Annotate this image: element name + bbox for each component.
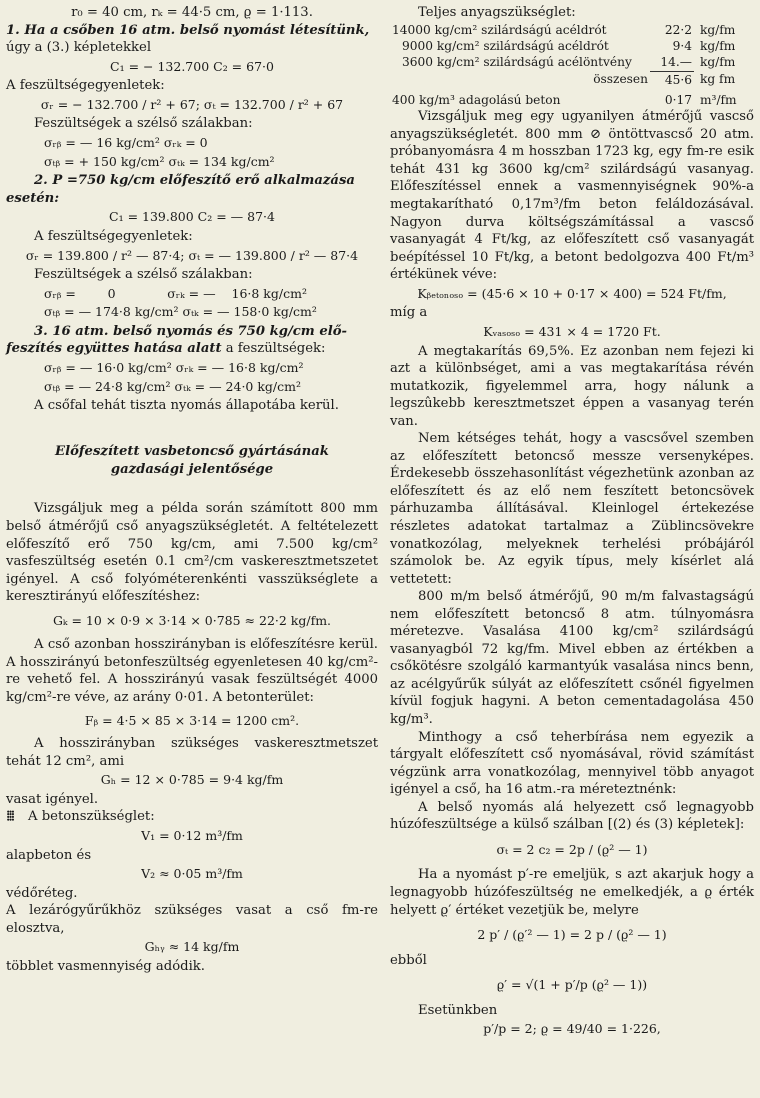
- print-mark: ⁞⁞⁞: [6, 809, 14, 825]
- material-table: [390, 22, 754, 109]
- paragraph: védőréteg.: [6, 885, 78, 901]
- row-label: 400 kg/m³ adagolású beton: [392, 92, 561, 107]
- row-value: 9·4: [672, 38, 692, 53]
- case-3-suffix: a feszültségek:: [221, 341, 326, 357]
- case-2-heading: [6, 172, 378, 190]
- row-unit: kg/fm: [700, 38, 736, 53]
- case-3-heading: [6, 323, 378, 341]
- equation-gh: Gₕ = 12 × 0·785 = 9·4 kg/fm: [100, 772, 284, 788]
- table-row: [390, 88, 754, 108]
- row-unit: kg fm: [700, 72, 736, 87]
- conclusion: A csőfal tehát tiszta nyomás állapotába kerül.: [34, 398, 339, 414]
- radius-line: r₀ = 40 cm, rₖ = 44·5 cm, ϱ = 1·113.: [71, 5, 313, 20]
- row-value: 14.—: [660, 55, 692, 70]
- edge-stress-row: σₜᵦ = — 174·8 kg/cm² σₜₖ = — 158·0 kg/cm²: [44, 304, 317, 320]
- equation-root: ϱ′ = √(1 + p′/p (ϱ² — 1)): [496, 977, 648, 993]
- table-row: [390, 38, 754, 54]
- case-3-title-cont: feszítés együttes hatása alatt: [6, 341, 222, 357]
- row-label: 9000 kg/cm² szilárdságú acéldrót: [402, 38, 609, 53]
- paragraph: alapbeton és: [6, 847, 92, 863]
- paragraph: Vizsgáljuk meg a példa során számított 800 mm belső átmérőjű cső anyagszükségletét. A feltételezett előfeszítő erő 750 kg/cm, ami 7.500 kg/cm² vasfeszültség esetén 0.1 cm²/cm vaskeresztmetszetet igényel. A cső folyóméterenkénti vasszükséglete a keresztirányú előfeszítéshez:: [6, 501, 378, 605]
- paragraph: többlet vasmennyiség adódik.: [6, 959, 205, 975]
- equation-rho-prime: 2 p′ / (ϱ′² — 1) = 2 p / (ϱ² — 1): [477, 927, 667, 943]
- stress-equations-label-2: A feszültségegyenletek:: [34, 228, 193, 244]
- paragraph: ebből: [390, 952, 427, 968]
- table-row: [390, 71, 754, 88]
- row-value: 45·6: [650, 71, 694, 88]
- material-table-title: Teljes anyagszükséglet:: [418, 5, 576, 20]
- edge-stress-label-2: Feszültségek a szélső szálakban:: [34, 267, 253, 283]
- equation-kvas: Kᵥₐₛₒₛₒ = 431 × 4 = 1720 Ft.: [483, 323, 661, 339]
- row-label: összesen: [593, 72, 648, 87]
- right-column: [390, 4, 754, 1040]
- section-title: Előfeszített vasbetoncső gyártásának gazdasági jelentősége: [55, 443, 329, 477]
- case-2-title: 2. P =750 kg/cm előfeszítő erő alkalmazása: [34, 173, 355, 189]
- equation-ggy: Gₕᵧ ≈ 14 kg/fm: [144, 939, 240, 955]
- case-1-intro: úgy a (3.) képletekkel: [6, 40, 152, 56]
- equation-sigma-t: σₜ = 2 c₂ = 2p / (ϱ² — 1): [496, 841, 648, 857]
- row-unit: kg/fm: [700, 55, 736, 70]
- paragraph: Esetünkben: [418, 1002, 498, 1018]
- constants-2: C₁ = 139.800 C₂ = — 87·4: [109, 209, 275, 225]
- case-2-heading-cont: [6, 190, 378, 208]
- table-row: [390, 54, 754, 71]
- paragraph: Minthogy a cső teherbírása nem egyezik a tárgyalt előfeszített cső nyomásával, rövid számítást végzünk arra vonatkozólag, mennyivel több anyagot igényel a cső, ha 16 atm.-ra méreteztnénk:: [390, 729, 754, 798]
- paragraph: A lezárógyűrűkhöz szükséges vasat a cső fm-re elosztva,: [6, 903, 378, 936]
- paragraph: A cső azonban hosszirányban is előfeszítésre kerül. A hosszirányú betonfeszültség egyenletesen 40 kg/cm²-re vehető fel. A hosszirányú vasak feszültségét 4000 kg/cm²-re véve, az arány 0·01. A betonterület:: [6, 637, 378, 705]
- left-column: [6, 4, 378, 976]
- equation-fb: Fᵦ = 4·5 × 85 × 3·14 = 1200 cm².: [84, 712, 300, 728]
- case-2-title-cont: esetén:: [6, 190, 60, 206]
- stress-equations-1: σᵣ = − 132.700 / r² + 67; σₜ = 132.700 / r² + 67: [40, 96, 344, 112]
- paragraph: 800 m/m belső átmérőjű, 90 m/m falvastagságú nem előfeszített betoncső 8 atm. túlnyomásra méretezve. Vasalása 4100 kg/cm² szilárdságú vasanyagból 72 kg/fm. Mivel ebben az értékben a csőkötésre szolgáló karmantyúk vasalása nincs benn, az acélgyűrűk súlyát az előfeszített csőnél figyelmen kívül fogjuk hagyni. A beton cementadagolása 450 kg/m³.: [390, 589, 754, 728]
- paragraph: A megtakarítás 69,5%. Ez azonban nem fejezi ki azt a különbséget, ami a vas megtakarítása révén mutatkozik, figyelemmel arra, hogy nálunk a legszûkebb keresztmetszet éppen a vasanyag terén van.: [390, 343, 754, 429]
- row-value: 22·2: [664, 22, 692, 37]
- paragraph: A belső nyomás alá helyezett cső legnagyobb húzófeszültsége a külső szálban [(2) és (3) képletek]:: [390, 799, 754, 833]
- edge-stress-row: σᵣᵦ = 0 σᵣₖ = — 16·8 kg/cm²: [44, 285, 307, 301]
- edge-stress-row: σᵣᵦ = — 16 kg/cm² σᵣₖ = 0: [44, 134, 208, 150]
- equation-v2: V₂ ≈ 0·05 m³/fm: [141, 866, 243, 882]
- concrete-need-label: A betonszükséglet:: [28, 809, 155, 825]
- equation-v1: V₁ = 0·12 m³/fm: [141, 827, 243, 843]
- paragraph: vasat igényel.: [6, 791, 99, 807]
- concrete-need-line: [6, 808, 378, 826]
- edge-stress-label-1: Feszültségek a szélső szálakban:: [34, 116, 253, 132]
- edge-stress-row: σₜᵦ = — 24·8 kg/cm² σₜₖ = — 24·0 kg/cm²: [44, 378, 302, 394]
- equation-case: p′/p = 2; ϱ = 49/40 = 1·226,: [483, 1021, 661, 1037]
- stress-equations-label-1: A feszültségegyenletek:: [6, 78, 165, 94]
- case-1-heading: [6, 22, 378, 40]
- row-unit: kg/fm: [700, 22, 736, 37]
- paragraph: Vizsgáljuk meg egy ugyanilyen átmérőjű vascső anyagszükségletét. 800 mm ⊘ öntöttvascső 20 atm. próbanyomásra 4 m hosszban 1723 kg, egy fm-re esik tehát 431 kg 3600 kg/cm² szilárdságú vasanyag. Előfeszítéssel ennek a vasmennyiségnek 90%-a megtakarítható 0,17m³/fm beton feláldozásával. Nagyon durva költségszámítással a vascső vasanyagát 4 Ft/kg, az előfeszített cső vasanyagát beépítéssel 10 Ft/kg, a betont bedolgozva 400 Ft/m³ értékünek véve:: [390, 109, 754, 283]
- row-unit: m³/fm: [700, 92, 737, 107]
- paragraph: A hosszirányban szükséges vaskeresztmetszet tehát 12 cm², ami: [6, 736, 378, 769]
- case-1-title: 1. Ha a csőben 16 atm. belső nyomást létesítünk,: [6, 22, 370, 38]
- row-label: 3600 kg/cm² szilárdságú acélöntvény: [402, 55, 632, 70]
- row-label: 14000 kg/cm² szilárdságú acéldrót: [392, 22, 607, 37]
- paragraph: Nem kétséges tehát, hogy a vascsővel szemben az előfeszített betoncső messze versenyképes. Érdekesebb összehasonlítást végezhetünk azonban az előfeszített és az elő nem feszített betoncsövek párhuzamba állításával. Kleinlogel értekezése részletes adatokat tartalmaz a Züblincsövekre vonatkozólag, melyeknek terhelési próbájáról számolok be. Az egyik típus, mely kísérlet alá vettetett:: [390, 431, 754, 587]
- row-value: 0·17: [664, 92, 692, 107]
- equation-kbeton: Kᵦₑₜₒₙₒₛₒ = (45·6 × 10 + 0·17 × 400) = 524 Ft/fm,: [417, 285, 727, 301]
- case-3-title: 3. 16 atm. belső nyomás és 750 kg/cm elő-: [34, 323, 348, 339]
- edge-stress-row: σₜᵦ = + 150 kg/cm² σₜₖ = 134 kg/cm²: [44, 153, 275, 169]
- case-3-heading-cont: [6, 340, 378, 358]
- stress-equations-2: σᵣ = 139.800 / r² — 87·4; σₜ = — 139.800 / r² — 87·4: [25, 247, 359, 263]
- paragraph: Ha a nyomást p′-re emeljük, s azt akarjuk hogy a legnagyobb húzófeszültség ne emelkedjék, a ϱ érték helyett ϱ′ értéket vezetjük be, melyre: [390, 867, 754, 918]
- edge-stress-row: σᵣᵦ = — 16·0 kg/cm² σᵣₖ = — 16·8 kg/cm²: [44, 360, 304, 376]
- paragraph: míg a: [390, 305, 428, 321]
- constants-1: C₁ = − 132.700 C₂ = 67·0: [110, 58, 274, 74]
- equation-gk: Gₖ = 10 × 0·9 × 3·14 × 0·785 ≈ 22·2 kg/fm.: [52, 612, 332, 628]
- table-row: [390, 22, 754, 38]
